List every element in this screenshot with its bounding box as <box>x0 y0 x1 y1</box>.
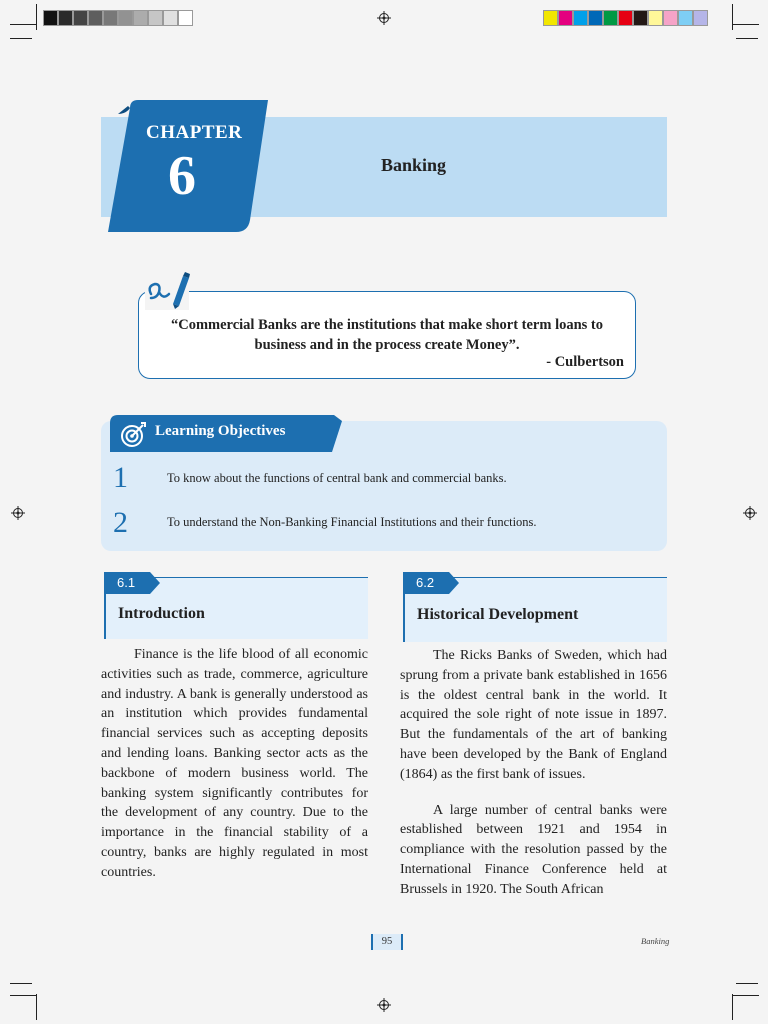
objective-text: To know about the functions of central bank and commercial banks. <box>167 471 507 485</box>
section-title: Introduction <box>118 605 205 622</box>
color-swatch <box>163 10 178 26</box>
section-number: 6.1 <box>117 575 136 590</box>
color-swatch <box>133 10 148 26</box>
chapter-number: 6 <box>168 145 196 207</box>
quote-line-1: “Commercial Banks are the institutions that make short term loans to <box>170 317 604 333</box>
quote-line-2: business and in the process create Money”. <box>254 337 520 353</box>
color-swatch <box>663 10 678 26</box>
quote-author: - Culbertson <box>546 354 624 370</box>
section-body <box>400 646 667 900</box>
paragraph: Finance is the life blood of all economic activities such as trade, commerce, agriculture and industry. A bank is generally understood as an institution which provides fundamental financial services such as accepting deposits and lending loans. Banking sector acts as the backbone of modern business world. The banking system significantly contributes for the development of any country. Due to the importance in the financial stability of a country, banks are highly regulated in most countries. <box>101 647 368 880</box>
color-swatch <box>103 10 118 26</box>
color-swatch <box>588 10 603 26</box>
paragraph: The Ricks Banks of Sweden, which had sprung from a private bank established in 1656 is the oldest central bank in the world. It acquired the sole right of note issue in 1897. But the fundamentals of the art of banking have been developed by the Bank of England (1864) as the first bank of issues. <box>400 648 667 782</box>
chapter-title: Banking <box>381 155 447 175</box>
crop-mark <box>10 38 32 39</box>
page-number: 95 <box>371 934 403 950</box>
objective-number: 2 <box>113 506 128 539</box>
color-swatch <box>43 10 58 26</box>
color-swatch <box>678 10 693 26</box>
color-swatch <box>73 10 88 26</box>
color-swatch <box>58 10 73 26</box>
color-swatch <box>118 10 133 26</box>
color-swatch <box>573 10 588 26</box>
section-number: 6.2 <box>416 575 435 590</box>
objective-number: 1 <box>113 461 128 494</box>
grayscale-swatch-strip <box>43 10 193 26</box>
crop-mark <box>736 983 758 984</box>
registration-target-icon <box>377 998 391 1012</box>
quote-text <box>139 315 635 355</box>
color-swatch <box>88 10 103 26</box>
pen-icon <box>145 272 193 310</box>
color-swatch <box>648 10 663 26</box>
crop-mark <box>732 994 733 1020</box>
crop-mark <box>10 995 36 996</box>
color-swatch <box>148 10 163 26</box>
registration-target-icon <box>11 506 25 520</box>
color-swatch <box>543 10 558 26</box>
color-swatch <box>633 10 648 26</box>
crop-mark <box>36 994 37 1020</box>
footer-label: Banking <box>641 936 670 946</box>
quote-box <box>138 291 636 379</box>
color-swatch <box>558 10 573 26</box>
crop-mark <box>732 4 733 30</box>
crop-mark <box>733 24 759 25</box>
color-swatch-strip <box>543 10 708 26</box>
color-swatch <box>693 10 708 26</box>
color-swatch <box>178 10 193 26</box>
registration-target-icon <box>377 11 391 25</box>
section-title: Historical Development <box>417 606 579 623</box>
crop-mark <box>10 983 32 984</box>
crop-mark <box>10 24 36 25</box>
paragraph: A large number of central banks were established between 1921 and 1954 in compliance with the resolution passed by the International Finance Conference held at Brussels in 1920. The South African <box>400 802 667 897</box>
learning-objectives-title: Learning Objectives <box>155 423 286 439</box>
target-icon <box>119 422 147 448</box>
crop-mark <box>733 995 759 996</box>
objective-text: To understand the Non-Banking Financial Institutions and their functions. <box>167 515 537 529</box>
registration-target-icon <box>743 506 757 520</box>
crop-mark <box>36 4 37 30</box>
chapter-label: CHAPTER <box>146 122 243 143</box>
color-swatch <box>603 10 618 26</box>
section-body <box>101 645 368 883</box>
crop-mark <box>736 38 758 39</box>
color-swatch <box>618 10 633 26</box>
